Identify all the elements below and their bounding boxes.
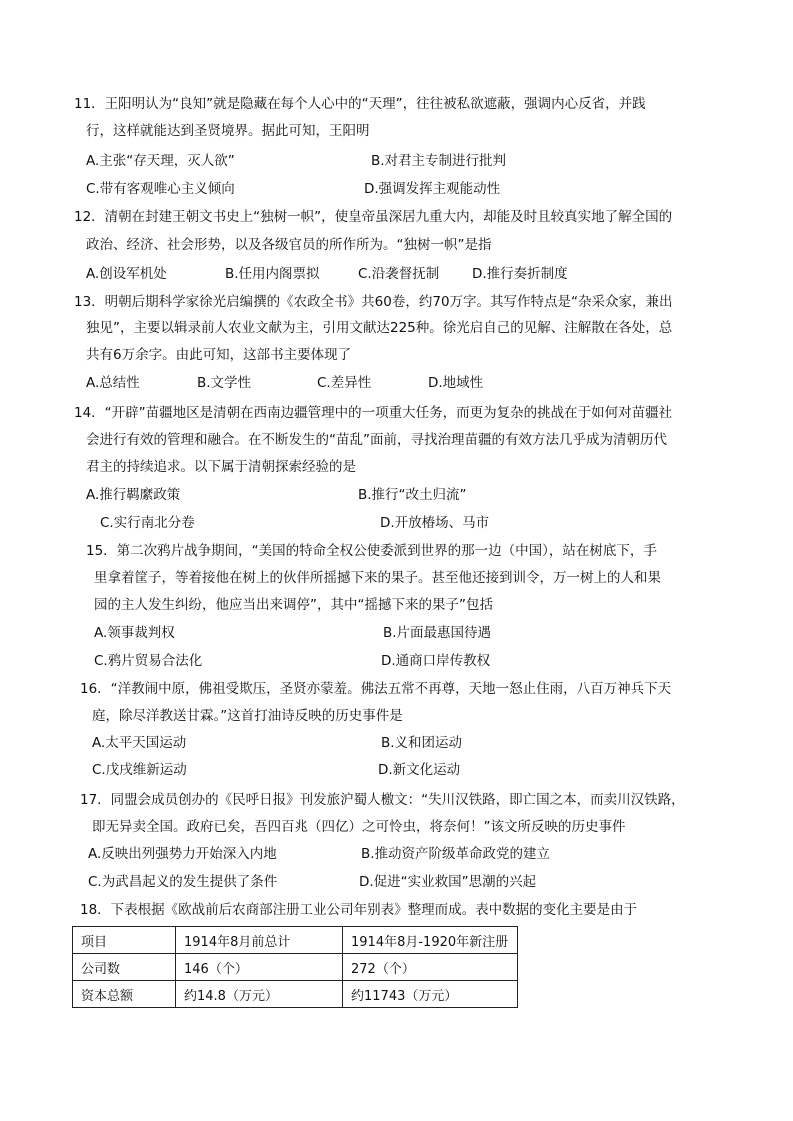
q15-line-3: 园的主人发生纠纷，他应当出来调停”，其中“摇撼下来的果子”包括 bbox=[94, 597, 493, 613]
q13-option-c[interactable]: C.差异性 bbox=[317, 375, 372, 391]
q11-option-d[interactable]: D.强调发挥主观能动性 bbox=[364, 181, 501, 197]
q11-option-a[interactable]: A.主张“存天理，灭人欲” bbox=[86, 153, 235, 169]
q14-line-2: 会进行有效的管理和融合。在不断发生的“苗乱”面前，寻找治理苗疆的有效方法几乎成为清朝历代 bbox=[86, 432, 667, 448]
q18-line-1: 18．下表根据《欧战前后农商部注册工业公司年别表》整理而成。表中数据的变化主要是由于 bbox=[80, 902, 638, 918]
q13-option-a[interactable]: A.总结性 bbox=[86, 375, 140, 391]
q15-option-a[interactable]: A.领事裁判权 bbox=[94, 625, 175, 641]
q13-line-2: 独见”，主要以辑录前人农业文献为主，引用文献达225种。徐光启自己的见解、注解散在各处，总 bbox=[86, 320, 673, 336]
table-row bbox=[73, 981, 518, 1008]
q11-option-c[interactable]: C.带有客观唯心主义倾向 bbox=[86, 181, 235, 197]
table-header-row bbox=[73, 927, 518, 954]
q13-option-b[interactable]: B.文学性 bbox=[197, 375, 252, 391]
q12-option-d[interactable]: D.推行奏折制度 bbox=[472, 266, 568, 282]
q17-option-c[interactable]: C.为武昌起义的发生提供了条件 bbox=[88, 874, 278, 890]
q15-option-d[interactable]: D.通商口岸传教权 bbox=[381, 653, 491, 669]
q16-line-2: 庭，除尽洋教送甘霖。”这首打油诗反映的历史事件是 bbox=[92, 708, 403, 724]
table-header-cell: 项目 bbox=[73, 927, 176, 954]
q17-option-d[interactable]: D.促进“实业救国”思潮的兴起 bbox=[359, 874, 537, 890]
q12-option-b[interactable]: B.任用内阁票拟 bbox=[225, 266, 320, 282]
q12-line-2: 政治、经济、社会形势，以及各级官员的所作所为。“独树一帜”是指 bbox=[86, 237, 492, 253]
q17-option-b[interactable]: B.推动资产阶级革命政党的建立 bbox=[361, 846, 551, 862]
q14-option-b[interactable]: B.推行“改土归流” bbox=[358, 487, 467, 503]
q13-option-d[interactable]: D.地域性 bbox=[428, 375, 484, 391]
q17-line-2: 即无异卖全国。政府已矣，吾四百兆（四亿）之可怜虫，将奈何！”该文所反映的历史事件 bbox=[92, 819, 626, 835]
q11-option-b[interactable]: B.对君主专制进行批判 bbox=[371, 153, 507, 169]
q14-line-3: 君主的持续追求。以下属于清朝探索经验的是 bbox=[86, 459, 356, 475]
q15-option-b[interactable]: B.片面最惠国待遇 bbox=[383, 625, 492, 641]
data-table bbox=[72, 926, 518, 1008]
table-cell: 146（个） bbox=[176, 954, 343, 981]
q14-option-d[interactable]: D.开放椿场、马市 bbox=[380, 515, 490, 531]
q17-line-1: 17．同盟会成员创办的《民呼日报》刊发旅沪蜀人檄文：“失川汉铁路，即亡国之本，而卖川汉铁路， bbox=[80, 792, 685, 808]
q16-line-1: 16．“洋教闹中原，佛祖受欺压，圣贤亦蒙羞。佛法五常不再尊，天地一怒止住雨，八百万神兵下天 bbox=[80, 681, 672, 697]
q16-option-b[interactable]: B.义和团运动 bbox=[381, 735, 463, 751]
q14-line-1: 14．“开辟”苗疆地区是清朝在西南边疆管理中的一项重大任务，而更为复杂的挑战在于如何对苗疆社 bbox=[74, 405, 673, 421]
table-row bbox=[73, 954, 518, 981]
q16-option-a[interactable]: A.太平天国运动 bbox=[92, 735, 187, 751]
table-header-cell: 1914年8月前总计 bbox=[176, 927, 343, 954]
q15-line-2: 里拿着筐子，等着接他在树上的伙伴所摇撼下来的果子。甚至他还接到训令，万一树上的人和果 bbox=[94, 570, 661, 586]
table-cell: 公司数 bbox=[73, 954, 176, 981]
q15-option-c[interactable]: C.鸦片贸易合法化 bbox=[94, 653, 203, 669]
q14-option-c[interactable]: C.实行南北分卷 bbox=[100, 515, 195, 531]
q15-line-1: 15．第二次鸦片战争期间，“美国的特命全权公使委派到世界的那一边（中国），站在树底下，手 bbox=[86, 543, 657, 559]
q12-line-1: 12．清朝在封建王朝文书史上“独树一帜”，使皇帝虽深居九重大内，却能及时且较真实地了解全国的 bbox=[74, 209, 673, 225]
table-cell: 约14.8（万元） bbox=[176, 981, 343, 1008]
q11-line-2: 行，这样就能达到圣贤境界。据此可知，王阳明 bbox=[86, 123, 370, 139]
table-header-cell: 1914年8月-1920年新注册 bbox=[343, 927, 518, 954]
table-cell: 272（个） bbox=[343, 954, 518, 981]
q16-option-d[interactable]: D.新文化运动 bbox=[378, 762, 461, 778]
table-cell: 资本总额 bbox=[73, 981, 176, 1008]
q16-option-c[interactable]: C.戊戌维新运动 bbox=[92, 762, 187, 778]
q14-option-a[interactable]: A.推行羁縻政策 bbox=[86, 487, 181, 503]
q12-option-a[interactable]: A.创设军机处 bbox=[86, 266, 167, 282]
q11-line-1: 11．王阳明认为“良知”就是隐藏在每个人心中的“天理”，往往被私欲遮蔽，强调内心反省，并践 bbox=[74, 96, 646, 112]
q13-line-1: 13．明朝后期科学家徐光启编撰的《农政全书》共60卷，约70万字。其写作特点是“杂采众家，兼出 bbox=[74, 294, 673, 310]
q12-option-c[interactable]: C.沿袭督抚制 bbox=[358, 266, 440, 282]
table-cell: 约11743（万元） bbox=[343, 981, 518, 1008]
q17-option-a[interactable]: A.反映出列强势力开始深入内地 bbox=[88, 846, 277, 862]
q13-line-3: 共有6万余字。由此可知，这部书主要体现了 bbox=[86, 347, 352, 363]
